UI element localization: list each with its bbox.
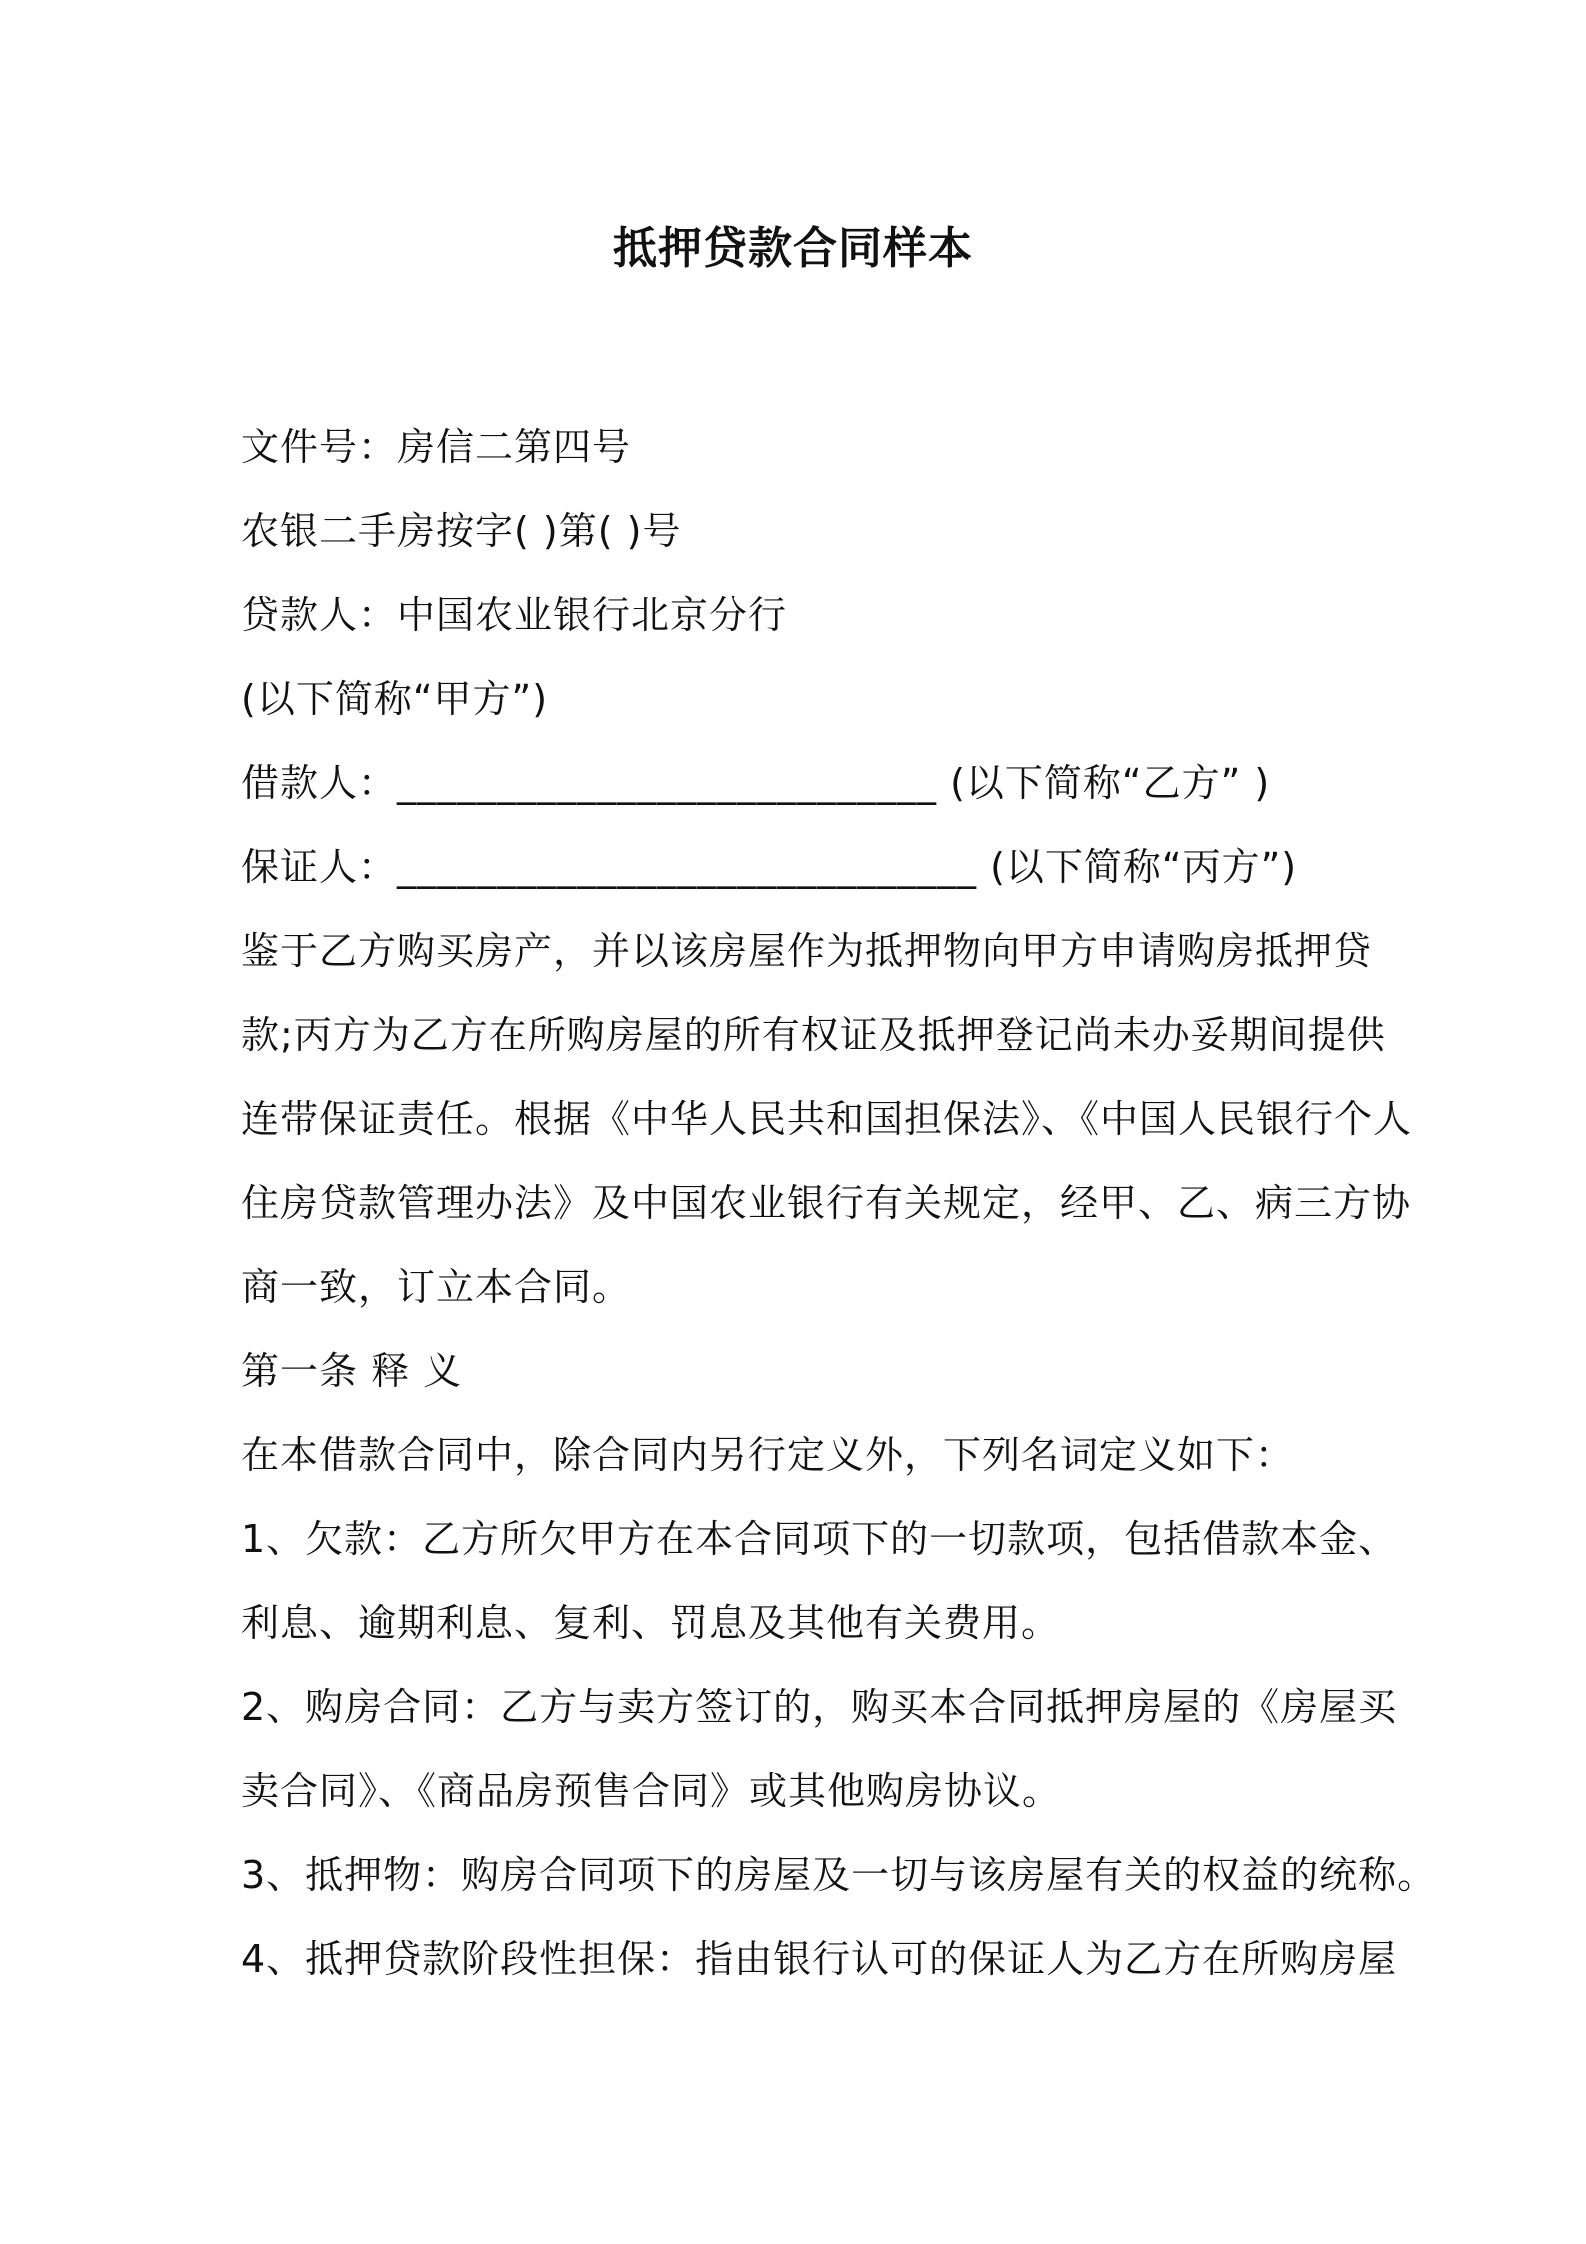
definition-item: 卖合同》、《商品房预售合同》或其他购房协议。	[241, 1769, 1062, 1813]
preamble-line: 住房贷款管理办法》及中国农业银行有关规定，经甲、乙、病三方协	[241, 1181, 1412, 1225]
preamble-line: 连带保证责任。根据《中华人民共和国担保法》、《中国人民银行个人	[241, 1097, 1413, 1141]
preamble-line: 鉴于乙方购买房产，并以该房屋作为抵押物向甲方申请购房抵押贷	[241, 929, 1373, 973]
definition-item: 利息、逾期利息、复利、罚息及其他有关费用。	[241, 1601, 1061, 1645]
document-title: 抵押贷款合同样本	[613, 223, 973, 274]
borrower-line: 借款人：___________________________ (以下简称“乙方” )	[241, 761, 1271, 805]
definition-item: 1、欠款：乙方所欠甲方在本合同项下的一切款项，包括借款本金、	[241, 1517, 1398, 1561]
preamble-line: 商一致，订立本合同。	[241, 1265, 632, 1309]
definition-item: 2、购房合同：乙方与卖方签订的，购买本合同抵押房屋的《房屋买	[241, 1685, 1398, 1729]
contract-number-line: 农银二手房按字( )第( )号	[241, 509, 682, 553]
article-heading: 第一条 释 义	[241, 1349, 463, 1393]
definitions-intro: 在本借款合同中，除合同内另行定义外，下列名词定义如下：	[241, 1433, 1295, 1477]
guarantor-line: 保证人：_____________________________ (以下简称“丙方”)	[241, 845, 1298, 889]
definition-item: 4、抵押贷款阶段性担保：指由银行认可的保证人为乙方在所购房屋	[241, 1937, 1398, 1981]
lender-alias-line: (以下简称“甲方”)	[241, 677, 549, 721]
definition-item: 3、抵押物：购房合同项下的房屋及一切与该房屋有关的权益的统称。	[241, 1853, 1437, 1897]
lender-line: 贷款人：中国农业银行北京分行	[241, 593, 788, 637]
file-number-line: 文件号：房信二第四号	[241, 425, 632, 469]
document-body	[241, 405, 1437, 2001]
preamble-line: 款;丙方为乙方在所购房屋的所有权证及抵押登记尚未办妥期间提供	[241, 1013, 1386, 1057]
